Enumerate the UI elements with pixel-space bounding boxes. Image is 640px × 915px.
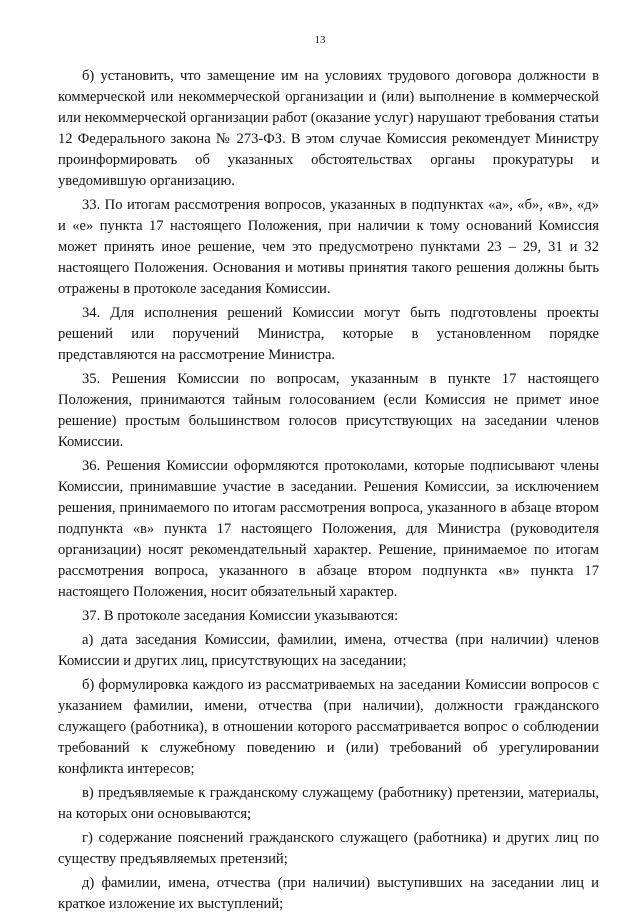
paragraph-37-d: д) фамилии, имена, отчества (при наличии) выступивших на заседании лиц и краткое изложение их выступлений; <box>58 875 599 912</box>
paragraph-33: 33. По итогам рассмотрения вопросов, указанных в подпунктах «а», «б», «в», «д» и «е» пункта 17 настоящего Положения, при наличии к тому оснований Комиссия может принять иное решение, чем это предусмотрено пунктами 23 – 29, 31 и 32 настоящего Положения. Основания и мотивы принятия такого решения должны быть отражены в протоколе заседания Комиссии. <box>58 197 599 297</box>
paragraph-37-v: в) предъявляемые к гражданскому служащему (работнику) претензии, материалы, на которых они основываются; <box>58 785 599 822</box>
document-body <box>58 66 599 915</box>
paragraph-37-b: б) формулировка каждого из рассматриваемых на заседании Комиссии вопросов с указанием фамилии, имени, отчества (при наличии), должности гражданского служащего (работника), в отношении которого рассматривается вопрос о соблюдении требований к служебному поведению и (или) требований об урегулировании конфликта интересов; <box>58 677 599 777</box>
paragraph-b-establish: б) установить, что замещение им на условиях трудового договора должности в коммерческой или некоммерческой организации и (или) выполнение в коммерческой или некоммерческой организации работ (оказание услуг) нарушают требования статьи 12 Федерального закона № 273-ФЗ. В этом случае Комиссия рекомендует Министру проинформировать об указанных обстоятельствах органы прокуратуры и уведомившую организацию. <box>58 68 599 189</box>
paragraph-36: 36. Решения Комиссии оформляются протоколами, которые подписывают члены Комиссии, принимавшие участие в заседании. Решения Комиссии, за исключением решения, принимаемого по итогам рассмотрения вопроса, указанного в абзаце втором подпункта «в» пункта 17 настоящего Положения, для Министра (руководителя организации) носят рекомендательный характер. Решение, принимаемое по итогам рассмотрения вопроса, указанного в абзаце втором подпункта «в» пункта 17 настоящего Положения, носит обязательный характер. <box>58 458 599 600</box>
paragraph-34: 34. Для исполнения решений Комиссии могут быть подготовлены проекты решений или поручений Министра, которые в установленном порядке представляются на рассмотрение Министра. <box>58 305 599 363</box>
paragraph-37-g: г) содержание пояснений гражданского служащего (работника) и других лиц по существу предъявляемых претензий; <box>58 830 599 867</box>
paragraph-37-a: а) дата заседания Комиссии, фамилии, имена, отчества (при наличии) членов Комиссии и других лиц, присутствующих на заседании; <box>58 632 599 669</box>
page-number: 13 <box>314 34 326 46</box>
paragraph-37: 37. В протоколе заседания Комиссии указываются: <box>82 608 399 624</box>
paragraph-35: 35. Решения Комиссии по вопросам, указанным в пункте 17 настоящего Положения, принимаются тайным голосованием (если Комиссия не примет иное решение) простым большинством голосов присутствующих на заседании членов Комиссии. <box>58 371 599 450</box>
